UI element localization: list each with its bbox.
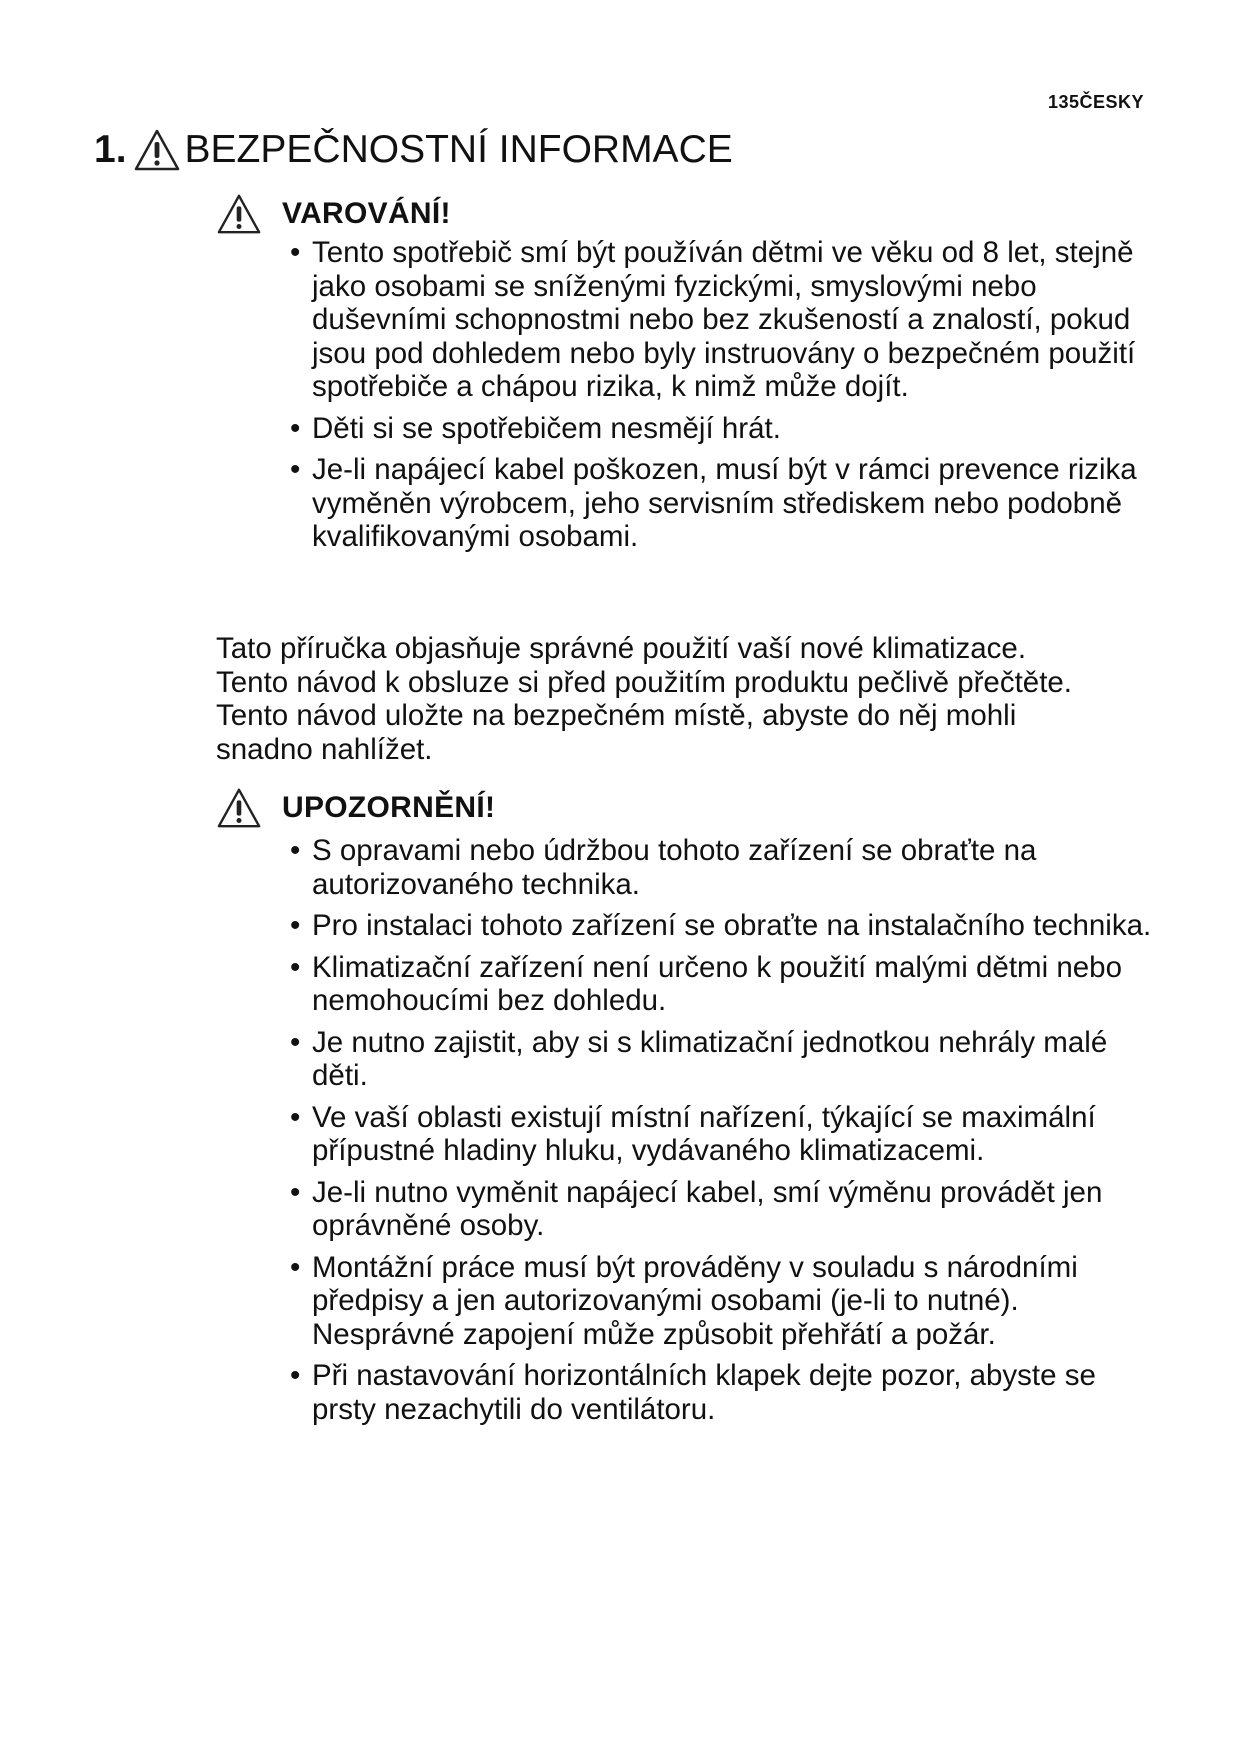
caution-title: UPOZORNĚNÍ! <box>282 791 496 824</box>
section-title <box>94 128 733 172</box>
warning-list <box>216 236 1156 554</box>
warning-triangle-icon <box>216 191 262 237</box>
intro-paragraph: Tato příručka objasňuje správné použití vaší nové klimatizace. Tento návod k obsluze si před použitím produktu pečlivě přečtěte. Tento návod uložte na bezpečném místě, abyste do něj mohli snadno nahlížet. <box>216 632 1072 766</box>
list-item: • Je-li napájecí kabel poškozen, musí být v rámci prevence rizika vyměněn výrobcem, jeho servisním střediskem nebo podobně kvalifikovanými osobami. <box>286 453 1156 554</box>
list-item: • Klimatizační zařízení není určeno k použití malými dětmi nebo nemohoucími bez dohledu. <box>286 951 1156 1018</box>
list-item: • Ve vaší oblasti existují místní nařízení, týkající se maximální přípustné hladiny hluku, vydávaného klimatizacemi. <box>286 1101 1156 1168</box>
warning-header <box>216 192 1156 236</box>
section-number: 1. <box>94 128 127 171</box>
page-header-label: 135ČESKY <box>1047 92 1144 112</box>
section-heading: BEZPEČNOSTNÍ INFORMACE <box>184 128 733 171</box>
warning-title: VAROVÁNÍ! <box>282 197 451 230</box>
list-item: • S opravami nebo údržbou tohoto zařízení se obraťte na autorizovaného technika. <box>286 834 1156 901</box>
warning-triangle-icon <box>216 785 262 831</box>
list-item: • Je nutno zajistit, aby si s klimatizační jednotkou nehrály malé děti. <box>286 1026 1156 1093</box>
caution-list <box>216 834 1156 1426</box>
list-item: • Pro instalaci tohoto zařízení se obraťte na instalačního technika. <box>286 909 1156 943</box>
list-item: • Při nastavování horizontálních klapek dejte pozor, abyste se prsty nezachytili do ventilátoru. <box>286 1359 1156 1426</box>
warning-box <box>216 192 1156 562</box>
warning-triangle-icon <box>133 128 181 172</box>
list-item: • Tento spotřebič smí být používán dětmi ve věku od 8 let, stejně jako osobami se sníženými fyzickými, smyslovými nebo duševními schopnostmi nebo bez zkušeností a znalostí, pokud jsou pod dohledem nebo byly instruovány o bezpečném použití spotřebiče a chápou rizika, k nimž může dojít. <box>286 236 1156 404</box>
list-item: • Děti si se spotřebičem nesmějí hrát. <box>286 412 1156 446</box>
list-item: • Montážní práce musí být prováděny v souladu s národními předpisy a jen autorizovanými osobami (je-li to nutné). Nesprávné zapojení může způsobit přehřátí a požár. <box>286 1251 1156 1352</box>
list-item: • Je-li nutno vyměnit napájecí kabel, smí výměnu provádět jen oprávněné osoby. <box>286 1176 1156 1243</box>
caution-box <box>216 786 1156 1434</box>
intro-paragraph-block <box>216 632 1156 766</box>
caution-header <box>216 786 1156 830</box>
